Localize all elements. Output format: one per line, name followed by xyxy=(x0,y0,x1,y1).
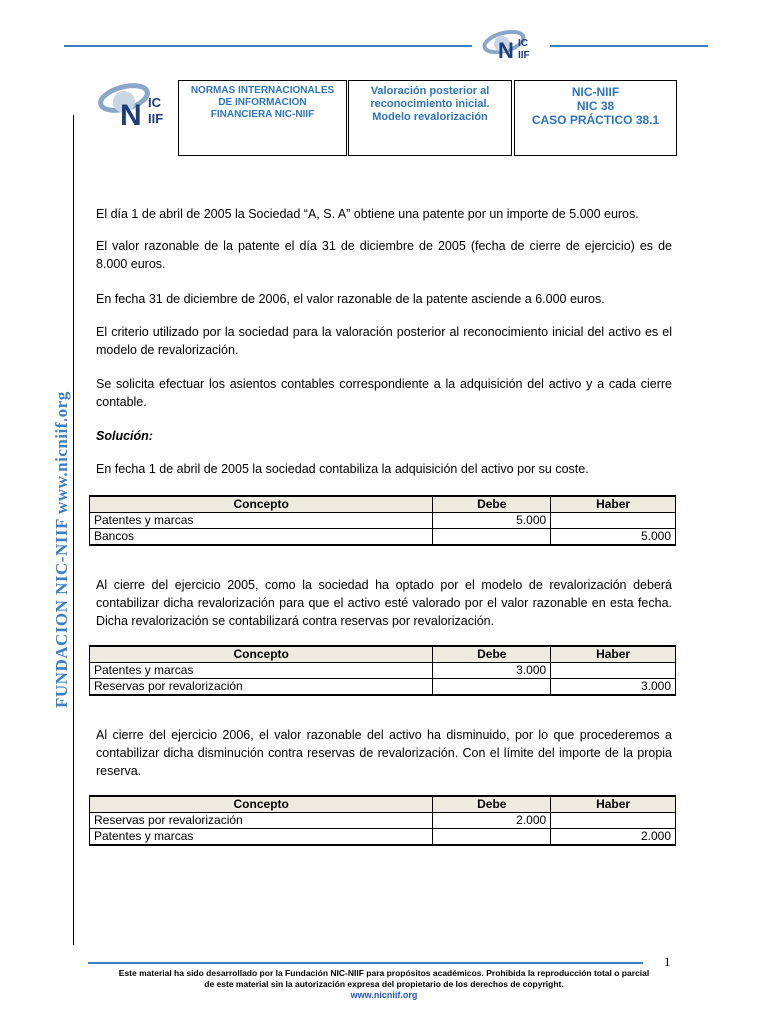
cell-concepto: Patentes y marcas xyxy=(90,663,433,679)
paragraph-fair-value-2006: En fecha 31 de diciembre de 2006, el valor razonable de la patente asciende a 6.000 euros. xyxy=(96,292,605,306)
footer-rule xyxy=(88,962,643,964)
header-debe: Debe xyxy=(433,646,551,663)
table-header-row xyxy=(90,796,676,813)
header-box-case-line: NIC-NIIF xyxy=(571,85,620,99)
header-concepto: Concepto xyxy=(90,646,433,663)
paragraph-criterion: El criterio utilizado por la sociedad para la valoración posterior al reconocimiento inicial del activo es el modelo de revalorización. xyxy=(96,325,672,357)
header-box-standards xyxy=(178,80,347,156)
table-header-row xyxy=(90,496,676,513)
cell-concepto: Reservas por revalorización xyxy=(90,813,433,829)
footer-line: de este material sin la autorización expresa del propietario de los derechos de copyright. xyxy=(204,979,564,989)
header-debe: Debe xyxy=(433,796,551,813)
cell-haber: 5.000 xyxy=(551,529,676,546)
cell-concepto: Patentes y marcas xyxy=(90,513,433,529)
logo-bottom-text-large: IIF xyxy=(148,111,164,126)
journal-table-acquisition xyxy=(89,495,676,546)
top-rule-right xyxy=(550,45,708,47)
side-vertical-rule xyxy=(73,115,74,945)
page-number: 1 xyxy=(664,954,671,969)
table-row xyxy=(90,529,676,546)
header-haber: Haber xyxy=(551,796,676,813)
paragraph-acquisition: El día 1 de abril de 2005 la Sociedad “A, S. A” obtiene una patente por un importe de 5.000 euros. xyxy=(96,207,639,221)
cell-concepto: Reservas por revalorización xyxy=(90,679,433,696)
table-row xyxy=(90,663,676,679)
cell-haber xyxy=(551,663,676,679)
paragraph-fair-value-2005: El valor razonable de la patente el día 31 de diciembre de 2005 (fecha de cierre de ejercicio) es de 8.000 euros. xyxy=(96,239,672,271)
cell-debe: 5.000 xyxy=(433,513,551,529)
header-box-topic xyxy=(348,80,512,156)
logo-bottom-text: IIF xyxy=(518,50,530,61)
logo-letter: N xyxy=(498,38,514,63)
header-box-topic-line: reconocimiento inicial. xyxy=(370,98,490,110)
header-haber: Haber xyxy=(551,646,676,663)
header-box-case-line: NIC 38 xyxy=(576,99,615,113)
cell-haber: 2.000 xyxy=(551,829,676,846)
logo-letter-large: N xyxy=(120,99,142,130)
header-haber: Haber xyxy=(551,496,676,513)
journal-table-revaluation-2005 xyxy=(89,645,676,696)
cell-haber xyxy=(551,813,676,829)
paragraph-request: Se solicita efectuar los asientos contables correspondiente a la adquisición del activo y a cada cierre contable. xyxy=(96,377,672,409)
side-foundation-text: FUNDACION NIC-NIIF www.nicniif.org xyxy=(52,391,71,708)
header-box-standards-line: FINANCIERA NIC-NIIF xyxy=(210,109,315,120)
cell-debe xyxy=(433,829,551,846)
cell-debe: 2.000 xyxy=(433,813,551,829)
header-box-standards-line: DE INFORMACION xyxy=(218,97,307,108)
table-row xyxy=(90,829,676,846)
header-concepto: Concepto xyxy=(90,796,433,813)
footer-line: Este material ha sido desarrollado por la Fundación NIC-NIIF para propósitos académicos. Prohibida la reproducción total o parcial xyxy=(118,968,650,978)
cell-concepto: Patentes y marcas xyxy=(90,829,433,846)
cell-haber xyxy=(551,513,676,529)
table-row xyxy=(90,813,676,829)
header-box-topic-line: Modelo revalorización xyxy=(372,111,488,123)
table-row xyxy=(90,513,676,529)
cell-debe: 3.000 xyxy=(433,663,551,679)
paragraph-solution-intro: En fecha 1 de abril de 2005 la sociedad contabiliza la adquisición del activo por su coste. xyxy=(96,462,589,476)
journal-table-decrease-2006 xyxy=(89,795,676,846)
header-box-standards-line: NORMAS INTERNACIONALES xyxy=(190,85,335,96)
cell-concepto: Bancos xyxy=(90,529,433,546)
cell-debe xyxy=(433,679,551,696)
solution-heading: Solución: xyxy=(96,429,153,443)
header-box-case xyxy=(514,80,677,156)
header-box-topic-line: Valoración posterior al xyxy=(370,85,490,97)
logo-top-text-large: IC xyxy=(148,95,161,110)
cell-debe xyxy=(433,529,551,546)
cell-haber: 3.000 xyxy=(551,679,676,696)
logo-top-text: IC xyxy=(518,38,528,49)
footer-copyright xyxy=(88,968,680,1001)
header-concepto: Concepto xyxy=(90,496,433,513)
nic-niif-logo-large xyxy=(98,78,178,130)
top-rule-left xyxy=(64,45,472,47)
table-header-row xyxy=(90,646,676,663)
header-debe: Debe xyxy=(433,496,551,513)
table-row xyxy=(90,679,676,696)
nic-niif-logo-small xyxy=(482,28,546,64)
paragraph-close-2005: Al cierre del ejercicio 2005, como la sociedad ha optado por el modelo de revalorización deberá contabilizar dicha revalorización para que el activo esté valorado por el valor razonable en esta fecha. Dicha revalorización se contabilizará contra reservas por revalorización. xyxy=(96,578,672,628)
paragraph-close-2006: Al cierre del ejercicio 2006, el valor razonable del activo ha disminuido, por lo que procederemos a contabilizar dicha disminución contra reservas de revalorización. Con el límite del importe de la propia reserva. xyxy=(96,728,672,778)
footer-website-link[interactable]: www.nicniif.org xyxy=(350,990,418,1000)
header-box-case-line: CASO PRÁCTICO 38.1 xyxy=(531,113,660,127)
